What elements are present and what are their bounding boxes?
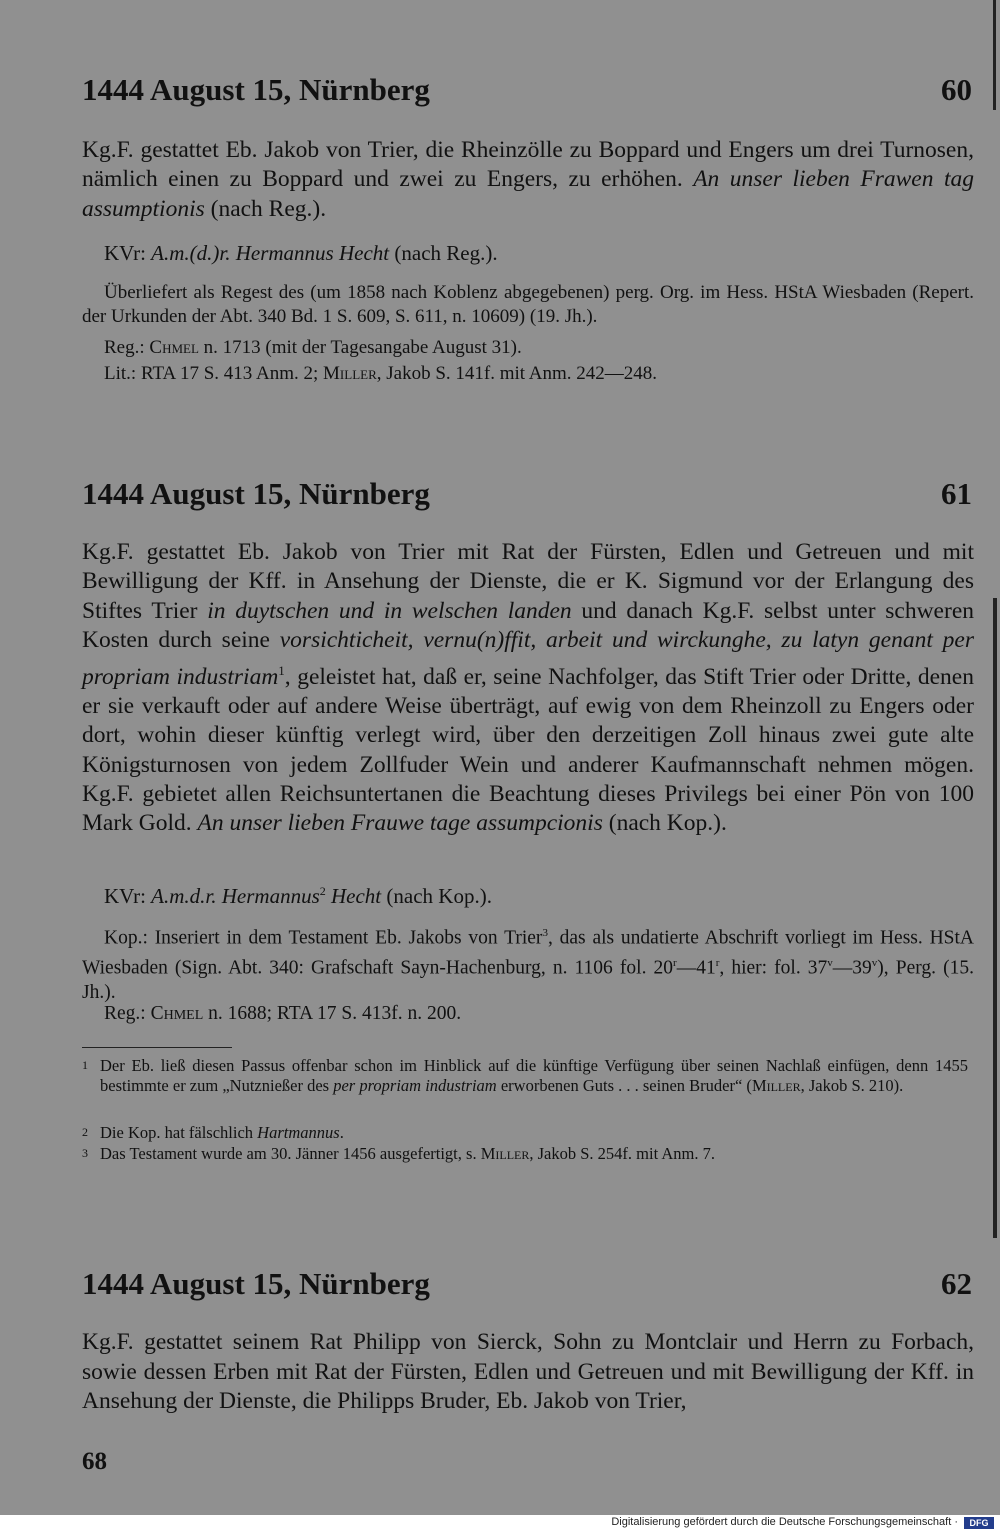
page-number: 68 bbox=[82, 1448, 107, 1475]
reg-note: Reg.: Chmel n. 1713 (mit der Tagesangabe August 31). bbox=[104, 337, 522, 358]
entry-number: 61 bbox=[941, 476, 972, 511]
regest-text: Kg.F. gestattet Eb. Jakob von Trier mit Rat der Fürsten, Edlen und Getreuen und mit Bewilligung der Kff. in Ansehung der Dienste, die er K. Sigmund vor der Erlangung des Stiftes Trier in duytschen und in welschen landen und danach Kg.F. selbst unter schweren Kosten durch seine vorsichticheit, vernu(n)ffit, arbeit und wirckunghe, zu latyn genant per propriam industriam$^1$, geleistet hat, daß er, seine Nachfolger, das Stift Trier oder Dritte, denen er sie verkauft oder auf andere Weise überträgt, auf ewig von dem Rheinzoll zu Engers oder dort, wohin dieser künftig verlegt wird, über den derzeitigen Zoll hinaus zwei gute alte Königsturnosen von jedem Zollfuder Wein und anderer Kaufmannschaft nehmen mögen. Kg.F. gebietet allen Reichsuntertanen die Beachtung dieses Privilegs bei einer Pön von 100 Mark Gold. An unser lieben Frauwe tage assumpcionis (nach Kop.). bbox=[82, 539, 974, 837]
kop-note: Kop.: Inseriert in dem Testament Eb. Jakobs von Trier$^3$, das als undatierte Abschrift vorliegt im Hess. HStA Wiesbaden (Sign. Abt. 340: Grafschaft Sayn-Hachenburg, n. 1106 fol. 20$^r$—41$^r$, hier: fol. 37$^v$—39$^v$), Perg. (15. Jh.). bbox=[82, 927, 974, 1003]
scan-edge-mark bbox=[993, 598, 997, 1238]
funding-credit: Digitalisierung gefördert durch die Deutsche Forschungsgemeinschaft · bbox=[611, 1516, 958, 1528]
reg-note: Reg.: Chmel n. 1688; RTA 17 S. 413f. n. 200. bbox=[104, 1003, 462, 1024]
entry-date: 1444 August 15, Nürnberg bbox=[82, 1266, 430, 1301]
entry-date: 1444 August 15, Nürnberg bbox=[82, 476, 430, 511]
lit-note: Lit.: RTA 17 S. 413 Anm. 2; Miller, Jakob S. 141f. mit Anm. 242—248. bbox=[104, 363, 658, 384]
kvr-note: KVr: A.m.(d.)r. Hermannus Hecht (nach Reg.). bbox=[104, 241, 498, 265]
regest-text: Kg.F. gestattet seinem Rat Philipp von Sierck, Sohn zu Montclair und Herrn zu Forbach, sowie dessen Erben mit Rat der Fürsten, Edlen und Getreuen und mit Bewilligung der Kff. in Ansehung der Dienste, die Philipps Bruder, Eb. Jakob von Trier, bbox=[82, 1329, 974, 1414]
entry-number: 62 bbox=[941, 1266, 972, 1301]
footnote: 3 Das Testament wurde am 30. Jänner 1456 ausgefertigt, s. Miller, Jakob S. 254f. mit Anm. 7. bbox=[82, 1144, 716, 1163]
entry-date: 1444 August 15, Nürnberg bbox=[82, 72, 430, 107]
source-note: Überliefert als Regest des (um 1858 nach Koblenz abgegebenen) perg. Org. im Hess. HStA Wiesbaden (Repert. der Urkunden der Abt. 340 Bd. 1 S. 609, S. 611, n. 10609) (19. Jh.). bbox=[82, 282, 974, 327]
entry-number: 60 bbox=[941, 72, 972, 107]
footnote: 1 Der Eb. ließ diesen Passus offenbar schon im Hinblick auf die künftige Verfügung über seinen Nachlaß einfügen, denn 1455 bestimmte er zum „Nutznießer des per propriam industriam erworbenen Guts . . . seinen Bruder“ (Miller, Jakob S. 210). bbox=[82, 1056, 968, 1095]
footer-bar bbox=[0, 1515, 1000, 1531]
kvr-note: KVr: A.m.d.r. Hermannus$^2$ Hecht (nach Kop.). bbox=[104, 884, 492, 908]
scan-edge-mark bbox=[993, 0, 996, 110]
regest-text: Kg.F. gestattet Eb. Jakob von Trier, die Rheinzölle zu Boppard und Engers um drei Turnosen, nämlich einen zu Boppard und zwei zu Engers, zu erhöhen. An unser lieben Frawen tag assumptionis (nach Reg.). bbox=[82, 137, 974, 222]
footnote-divider bbox=[82, 1047, 232, 1048]
dfg-logo: DFG bbox=[964, 1517, 994, 1529]
footnote: 2 Die Kop. hat fälschlich Hartmannus. bbox=[82, 1123, 344, 1142]
